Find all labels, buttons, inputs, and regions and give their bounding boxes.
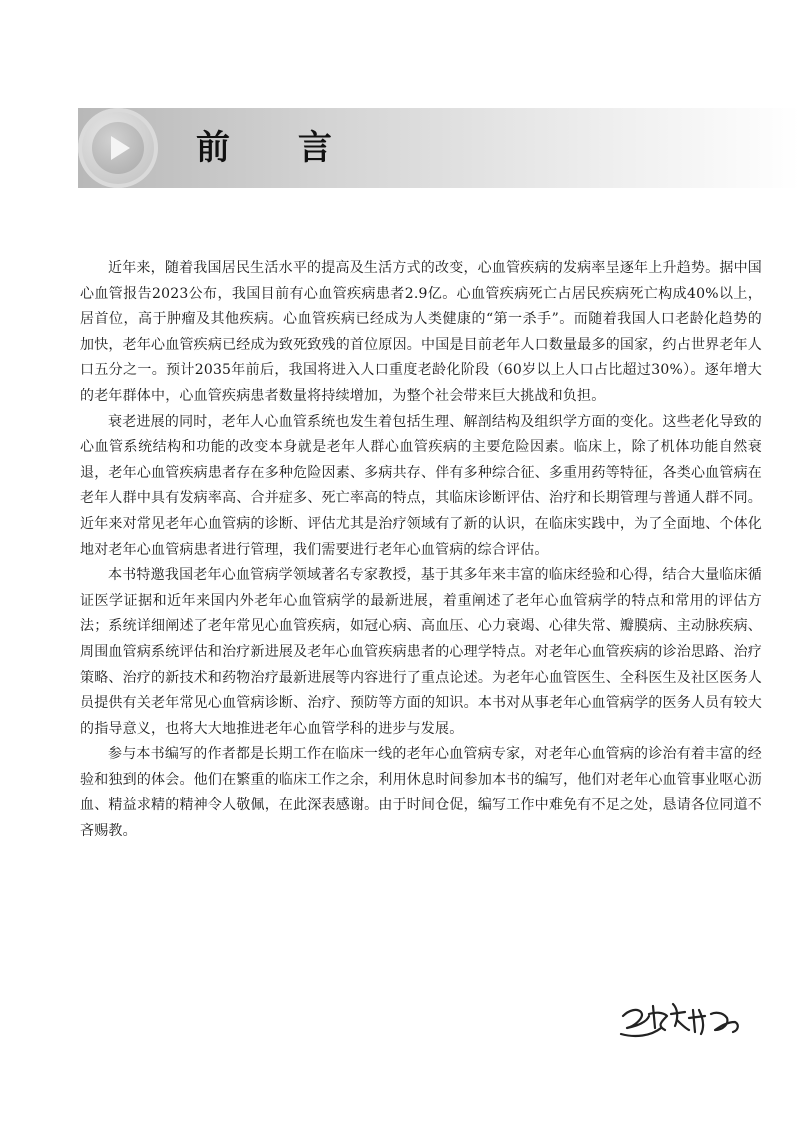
paragraph: 参与本书编写的作者都是长期工作在临床一线的老年心血管病专家，对老年心血管病的诊治有着丰富的经验和独到的体会。他们在繁重的临床工作之余，利用休息时间参加本书的编写，他们对老年心血管事业呕心沥血、精益求精的精神令人敬佩，在此深表感谢。由于时间仓促，编写工作中难免有不足之处，恳请各位同道不吝赐教。 xyxy=(80,746,762,840)
page-title: 前 言 xyxy=(196,128,360,168)
preface-body xyxy=(80,256,762,845)
play-icon xyxy=(78,108,158,188)
header-band xyxy=(78,108,800,188)
paragraph: 衰老进展的同时，老年人心血管系统也发生着包括生理、解剖结构及组织学方面的变化。这些老化导致的心血管系统结构和功能的改变本身就是老年人群心血管疾病的主要危险因素。临床上，除了机体功能自然衰退，老年心血管疾病患者存在多种危险因素、多病共存、伴有多种综合征、多重用药等特征，各类心血管病在老年人群中具有发病率高、合并症多、死亡率高的特点，其临床诊断评估、治疗和长期管理与普通人群不同。近年来对常见老年心血管病的诊断、评估尤其是治疗领域有了新的认识，在临床实践中，为了全面地、个体化地对老年心血管病患者进行管理，我们需要进行老年心血管病的综合评估。 xyxy=(80,413,762,558)
handwritten-signature xyxy=(615,992,745,1048)
paragraph: 近年来，随着我国居民生活水平的提高及生活方式的改变，心血管疾病的发病率呈逐年上升趋势。据中国心血管报告2023公布，我国目前有心血管疾病患者2.9亿。心血管疾病死亡占居民疾病死亡构成40%以上，居首位，高于肿瘤及其他疾病。心血管疾病已经成为人类健康的“第一杀手”。而随着我国人口老龄化趋势的加快，老年心血管疾病已经成为致死致残的首位原因。中国是目前老年人口数量最多的国家，约占世界老年人口五分之一。预计2035年前后，我国将进入人口重度老龄化阶段（60岁以上人口占比超过30%）。逐年增大的老年群体中，心血管疾病患者数量将持续增加，为整个社会带来巨大挑战和负担。 xyxy=(80,260,762,404)
paragraph: 本书特邀我国老年心血管病学领域著名专家教授，基于其多年来丰富的临床经验和心得，结合大量临床循证医学证据和近年来国内外老年心血管病学的最新进展，着重阐述了老年心血管病学的特点和常用的评估方法；系统详细阐述了老年常见心血管疾病，如冠心病、高血压、心力衰竭、心律失常、瓣膜病、主动脉疾病、周围血管病系统评估和治疗新进展及老年心血管疾病患者的心理学特点。对老年心血管疾病的诊治思路、治疗策略、治疗的新技术和药物治疗最新进展等内容进行了重点论述。为老年心血管医生、全科医生及社区医务人员提供有关老年常见心血管病诊断、治疗、预防等方面的知识。本书对从事老年心血管病学的医务人员有较大的指导意义，也将大大地推进老年心血管学科的进步与发展。 xyxy=(80,567,762,737)
